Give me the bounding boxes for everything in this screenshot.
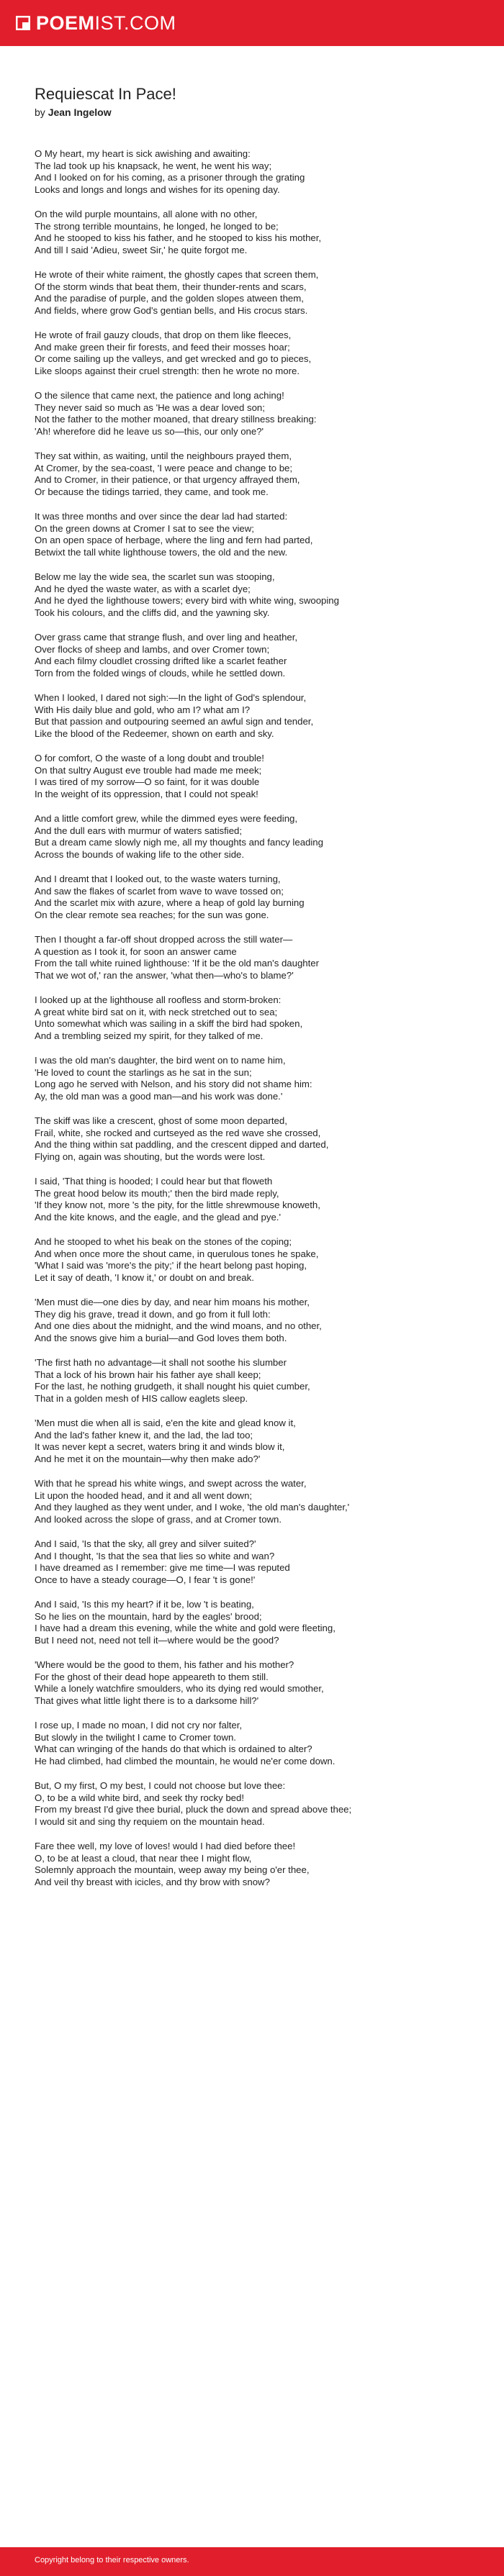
poem-line: Long ago he served with Nelson, and his story did not shame him: xyxy=(35,1079,312,1089)
poem-line: O the silence that came next, the patience and long aching! xyxy=(35,390,284,401)
poem-line: Like the blood of the Redeemer, shown on earth and sky. xyxy=(35,727,274,739)
poem-stanza xyxy=(35,1478,474,1525)
poem-stanza xyxy=(35,390,474,437)
poem-line: He wrote of their white raiment, the ghostly capes that screen them, xyxy=(35,269,319,280)
poem-line: And he stooped to kiss his father, and he stooped to kiss his mother, xyxy=(35,232,322,243)
poem-line: On the wild purple mountains, all alone with no other, xyxy=(35,209,258,219)
poem-line: Or because the tidings tarried, they came, and took me. xyxy=(35,486,269,497)
poem-line: I would sit and sing thy requiem on the mountain head. xyxy=(35,1815,265,1827)
poem-line: When I looked, I dared not sigh:—In the light of God's splendour, xyxy=(35,692,307,703)
poem-body xyxy=(35,148,474,1888)
poem-line: That we wot of,' ran the answer, 'what then—who's to blame?' xyxy=(35,969,294,981)
poem-author[interactable]: Jean Ingelow xyxy=(48,106,112,118)
poem-line: But, O my first, O my best, I could not choose but love thee: xyxy=(35,1780,286,1791)
poem-line: And veil thy breast with icicles, and thy brow with snow? xyxy=(35,1876,270,1887)
poem-line: That in a golden mesh of HIS callow eaglets sleep. xyxy=(35,1392,248,1404)
poem-stanza xyxy=(35,753,474,800)
poem-line: And I said, 'Is that the sky, all grey and silver suited?' xyxy=(35,1538,256,1549)
poem-line: So he lies on the mountain, hard by the eagles' brood; xyxy=(35,1610,262,1622)
poem-line: And the thing within sat paddling, and the crescent dipped and darted, xyxy=(35,1139,329,1150)
site-header xyxy=(0,0,504,46)
poem-line: And saw the flakes of scarlet from wave to wave tossed on; xyxy=(35,885,284,897)
poem-stanza xyxy=(35,1599,474,1646)
poem-line: On the clear remote sea reaches; for the sun was gone. xyxy=(35,909,269,920)
poem-stanza xyxy=(35,269,474,317)
poem-line: For the last, he nothing grudgeth, it shall nought his quiet cumber, xyxy=(35,1381,310,1392)
poem-stanza xyxy=(35,450,474,498)
poem-line: I was the old man's daughter, the bird went on to name him, xyxy=(35,1055,286,1066)
poem-line: The lad took up his knapsack, he went, he went his way; xyxy=(35,160,272,171)
poem-line: And I dreamt that I looked out, to the waste waters turning, xyxy=(35,874,281,884)
poem-line: What can wringing of the hands do that which is ordained to alter? xyxy=(35,1743,312,1754)
poem-line: He had climbed, had climbed the mountain, he would ne'er come down. xyxy=(35,1755,336,1767)
poem-line: Unto somewhat which was sailing in a skiff the bird had spoken, xyxy=(35,1018,303,1029)
poem-line: It was three months and over since the dear lad had started: xyxy=(35,511,288,522)
poem-line: Looks and longs and longs and wishes for its opening day. xyxy=(35,183,280,195)
poem-line: And make green their fir forests, and feed their mosses hoar; xyxy=(35,341,290,353)
poem-line: Not the father to the mother moaned, that dreary stillness breaking: xyxy=(35,414,317,425)
poem-line: I said, 'That thing is hooded; I could hear but that floweth xyxy=(35,1176,273,1187)
poem-line: Flying on, again was shouting, but the words were lost. xyxy=(35,1151,266,1162)
poem-line: And he dyed the lighthouse towers; every bird with white wing, swooping xyxy=(35,595,339,606)
poem-stanza xyxy=(35,330,474,377)
poem-stanza xyxy=(35,209,474,256)
poem-stanza xyxy=(35,1176,474,1223)
poem-line: A question as I took it, for soon an answer came xyxy=(35,945,237,957)
poem-line: Then I thought a far-off shout dropped across the still water— xyxy=(35,934,293,945)
poem-stanza xyxy=(35,1055,474,1102)
poem-line: 'Men must die—one dies by day, and near him moans his mother, xyxy=(35,1297,310,1307)
poem-line: And he stooped to whet his beak on the stones of the coping; xyxy=(35,1236,292,1247)
poem-line: They never said so much as 'He was a dear loved son; xyxy=(35,402,265,413)
poem-line: Over grass came that strange flush, and over ling and heather, xyxy=(35,632,298,643)
poem-stanza xyxy=(35,632,474,679)
poem-line: But I need not, need not tell it—where would be the good? xyxy=(35,1634,279,1646)
poem-line: A great white bird sat on it, with neck stretched out to sea; xyxy=(35,1006,278,1017)
poem-line: 'Men must die when all is said, e'en the kite and glead know it, xyxy=(35,1418,296,1428)
poem-line: On the green downs at Cromer I sat to see the view; xyxy=(35,522,254,534)
poem-line: From the tall white ruined lighthouse: 'If it be the old man's daughter xyxy=(35,958,320,969)
poem-line: Below me lay the wide sea, the scarlet sun was stooping, xyxy=(35,571,275,582)
poem-line: O, to be at least a cloud, that near thee I might flow, xyxy=(35,1852,252,1864)
poem-line: I looked up at the lighthouse all roofless and storm-broken: xyxy=(35,994,282,1005)
poem-line: I have dreamed as I remember: give me time—I was reputed xyxy=(35,1562,290,1573)
poem-line: He wrote of frail gauzy clouds, that drop on them like fleeces, xyxy=(35,330,292,340)
poem-line: I have had a dream this evening, while the white and gold were fleeting, xyxy=(35,1623,336,1633)
poem-line: Over flocks of sheep and lambs, and over Cromer town; xyxy=(35,643,270,655)
poem-line: With His daily blue and gold, who am I? what am I? xyxy=(35,704,251,715)
poem-line: O, to be a wild white bird, and seek thy rocky bed! xyxy=(35,1792,245,1803)
poem-line: O My heart, my heart is sick awishing and awaiting: xyxy=(35,148,251,159)
poem-line: 'What I said was 'more's the pity;' if the heart belong past hoping, xyxy=(35,1260,307,1271)
poem-line: And the lad's father knew it, and the lad, the lad too; xyxy=(35,1429,253,1441)
poem-line: That a lock of his brown hair his father aye shall keep; xyxy=(35,1369,261,1380)
poem-line: And the snows give him a burial—and God loves them both. xyxy=(35,1332,287,1343)
poem-stanza xyxy=(35,1297,474,1344)
poem-stanza xyxy=(35,571,474,619)
poem-line: For the ghost of their dead hope appeareth to them still. xyxy=(35,1671,269,1682)
poem-stanza xyxy=(35,813,474,861)
poem-line: And I thought, 'Is that the sea that lies so white and wan? xyxy=(35,1550,275,1561)
poem-line: At Cromer, by the sea-coast, 'I were peace and change to be; xyxy=(35,462,293,473)
poem-line: 'The first hath no advantage—it shall not soothe his slumber xyxy=(35,1357,287,1368)
poem-stanza xyxy=(35,1418,474,1465)
poem-stanza xyxy=(35,148,474,196)
poem-line: 'Ah! wherefore did he leave us so—this, our only one?' xyxy=(35,425,264,437)
poem-line: And looked across the slope of grass, and at Cromer town. xyxy=(35,1513,282,1525)
byline-prefix: by xyxy=(35,106,45,118)
logo-text-light: IST.COM xyxy=(94,12,176,34)
poem-line: It was never kept a secret, waters bring it and winds blow it, xyxy=(35,1441,285,1452)
poem-line: That gives what little light there is to a darksome hill?' xyxy=(35,1695,259,1706)
poem-line: Took his colours, and the cliffs did, and the yawning sky. xyxy=(35,607,270,618)
poem-title: Requiescat In Pace! xyxy=(35,85,176,103)
poem-line: Like sloops against their cruel strength: then he wrote no more. xyxy=(35,365,300,376)
logo-text-bold: POEM xyxy=(36,12,95,34)
poem-line: And fields, where grow God's gentian bells, and His crocus stars. xyxy=(35,304,308,316)
poem-line: Of the storm winds that beat them, their thunder-rents and scars, xyxy=(35,281,307,292)
poem-line: Lit upon the hooded head, and it and all went down; xyxy=(35,1489,253,1501)
poem-line: I rose up, I made no moan, I did not cry nor falter, xyxy=(35,1720,243,1731)
poem-line: And he dyed the waste water, as with a scarlet dye; xyxy=(35,583,251,594)
poem-stanza xyxy=(35,1236,474,1284)
poem-line: They sat within, as waiting, until the neighbours prayed them, xyxy=(35,450,292,461)
poem-line: And a little comfort grew, while the dimmed eyes were feeding, xyxy=(35,813,298,824)
logo-mark-icon xyxy=(16,16,30,30)
poem-stanza xyxy=(35,1659,474,1707)
poem-line: On that sultry August eve trouble had made me meek; xyxy=(35,764,262,776)
poem-line: The strong terrible mountains, he longed, he longed to be; xyxy=(35,220,279,232)
poem-line: And the paradise of purple, and the golden slopes atween them, xyxy=(35,293,304,304)
poem-line: And when once more the shout came, in querulous tones he spake, xyxy=(35,1248,319,1259)
poem-line: And to Cromer, in their patience, or that urgency affrayed them, xyxy=(35,474,300,485)
poem-line: And I looked on for his coming, as a prisoner through the grating xyxy=(35,172,305,183)
poem-line: And I said, 'Is this my heart? if it be, low 't is beating, xyxy=(35,1599,254,1610)
poem-line: 'He loved to count the starlings as he sat in the sun; xyxy=(35,1066,252,1078)
poem-line: Frail, white, she rocked and curtseyed as the red wave she crossed, xyxy=(35,1127,321,1138)
poem-line: But that passion and outpouring seemed an awful sign and tender, xyxy=(35,716,314,727)
poem-line: Solemnly approach the mountain, weep away my being o'er thee, xyxy=(35,1864,310,1875)
poem-line: And the kite knows, and the eagle, and the glead and pye.' xyxy=(35,1211,281,1223)
poem-line: While a lonely watchfire smoulders, who its dying red would smother, xyxy=(35,1683,324,1694)
poem-line: The great hood below its mouth;' then the bird made reply, xyxy=(35,1187,279,1199)
poem-line: Across the bounds of waking life to the other side. xyxy=(35,848,245,860)
poem-line: On an open space of herbage, where the ling and fern had parted, xyxy=(35,535,313,545)
poem-line: And each filmy cloudlet crossing drifted like a scarlet feather xyxy=(35,656,287,666)
footer-copyright: Copyright belong to their respective owners. xyxy=(35,2556,189,2564)
poem-stanza xyxy=(35,1115,474,1163)
poem-line: Let it say of death, 'I know it,' or doubt on and break. xyxy=(35,1271,254,1283)
poem-line: Betwixt the tall white lighthouse towers, the old and the new. xyxy=(35,546,288,558)
poem-line: But slowly in the twilight I came to Cromer town. xyxy=(35,1731,236,1743)
poem-line: Or come sailing up the valleys, and get wrecked and go to pieces, xyxy=(35,353,312,364)
poem-container xyxy=(35,85,474,1901)
poem-line: Fare thee well, my love of loves! would I had died before thee! xyxy=(35,1841,296,1851)
poem-line: But a dream came slowly nigh me, all my thoughts and fancy leading xyxy=(35,837,323,848)
poem-stanza xyxy=(35,1357,474,1405)
poem-line: 'Where would be the good to them, his father and his mother? xyxy=(35,1659,294,1670)
poem-line: And till I said 'Adieu, sweet Sir,' he quite forgot me. xyxy=(35,244,248,255)
site-logo[interactable] xyxy=(16,11,176,35)
poem-line: In the weight of its oppression, that I could not speak! xyxy=(35,788,258,799)
poem-line: And the scarlet mix with azure, where a heap of gold lay burning xyxy=(35,897,305,908)
poem-line: And they laughed as they went under, and I woke, 'the old man's daughter,' xyxy=(35,1502,350,1513)
poem-line: From my breast I'd give thee burial, pluck the down and spread above thee; xyxy=(35,1804,352,1815)
poem-line: And the dull ears with murmur of waters satisfied; xyxy=(35,825,243,836)
poem-byline xyxy=(35,105,474,119)
poem-stanza xyxy=(35,1720,474,1767)
poem-line: O for comfort, O the waste of a long doubt and trouble! xyxy=(35,753,264,763)
poem-stanza xyxy=(35,934,474,981)
poem-line: 'If they know not, more 's the pity, for the little shrewmouse knoweth, xyxy=(35,1199,320,1210)
site-footer xyxy=(0,2547,504,2576)
poem-line: And he met it on the mountain—why then make ado?' xyxy=(35,1453,261,1464)
poem-line: The skiff was like a crescent, ghost of some moon departed, xyxy=(35,1115,287,1126)
poem-line: And one dies about the midnight, and the wind moans, and no other, xyxy=(35,1320,322,1331)
poem-line: With that he spread his white wings, and swept across the water, xyxy=(35,1478,307,1489)
poem-line: Once to have a steady courage—O, I fear 't is gone!' xyxy=(35,1574,256,1585)
poem-line: And a trembling seized my spirit, for they talked of me. xyxy=(35,1030,264,1041)
poem-line: Torn from the folded wings of clouds, while he settled down. xyxy=(35,667,286,679)
poem-line: I was tired of my sorrow—O so faint, for it was double xyxy=(35,776,260,787)
poem-stanza xyxy=(35,692,474,740)
poem-stanza xyxy=(35,1780,474,1828)
poem-stanza xyxy=(35,1841,474,1888)
poem-line: Ay, the old man was a good man—and his work was done.' xyxy=(35,1090,283,1102)
poem-stanza xyxy=(35,874,474,921)
poem-stanza xyxy=(35,511,474,558)
poem-stanza xyxy=(35,1538,474,1586)
poem-line: They dig his grave, tread it down, and go from it full loth: xyxy=(35,1308,271,1320)
poem-stanza xyxy=(35,994,474,1042)
